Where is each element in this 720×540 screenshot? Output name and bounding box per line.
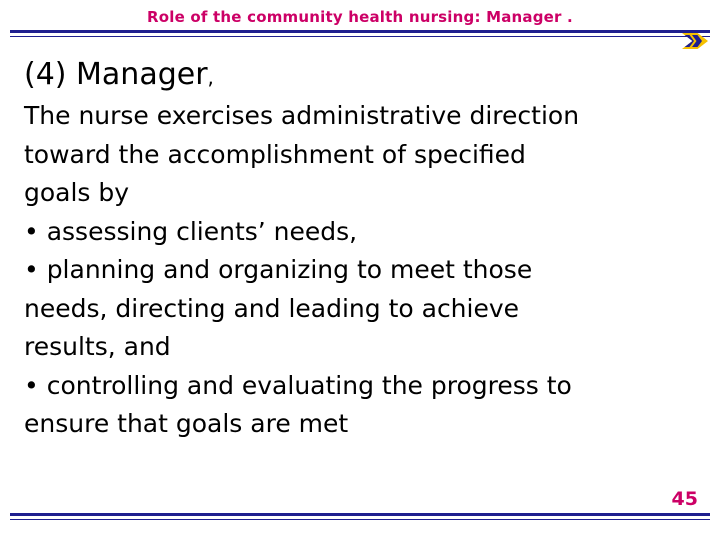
body-line: needs, directing and leading to achieve [24,293,520,323]
header-divider-thin [10,36,710,37]
body-line: • planning and organizing to meet those [24,255,533,284]
slide-heading-sub: , [207,65,214,89]
body-line: ensure that goals are met [24,409,349,438]
body-line: The nurse exercises administrative direction [24,101,580,130]
slide-heading [24,58,704,91]
body-line: results, and [24,332,171,361]
footer-divider-thin [10,519,710,520]
slide-header-title: Role of the community health nursing: Manager . [147,8,573,26]
footer-divider-thick [10,513,710,516]
body-line: goals by [24,178,130,207]
header-divider-thick [10,30,710,33]
body-line: • controlling and evaluating the progress to [24,370,572,400]
page-number: 45 [671,488,698,510]
slide-heading-main: (4) Manager [24,57,208,92]
slide-content [24,58,704,444]
body-line: toward the accomplishment of specified [24,139,526,169]
body-line: • assessing clients’ needs, [24,216,358,246]
slide-body [24,97,704,444]
